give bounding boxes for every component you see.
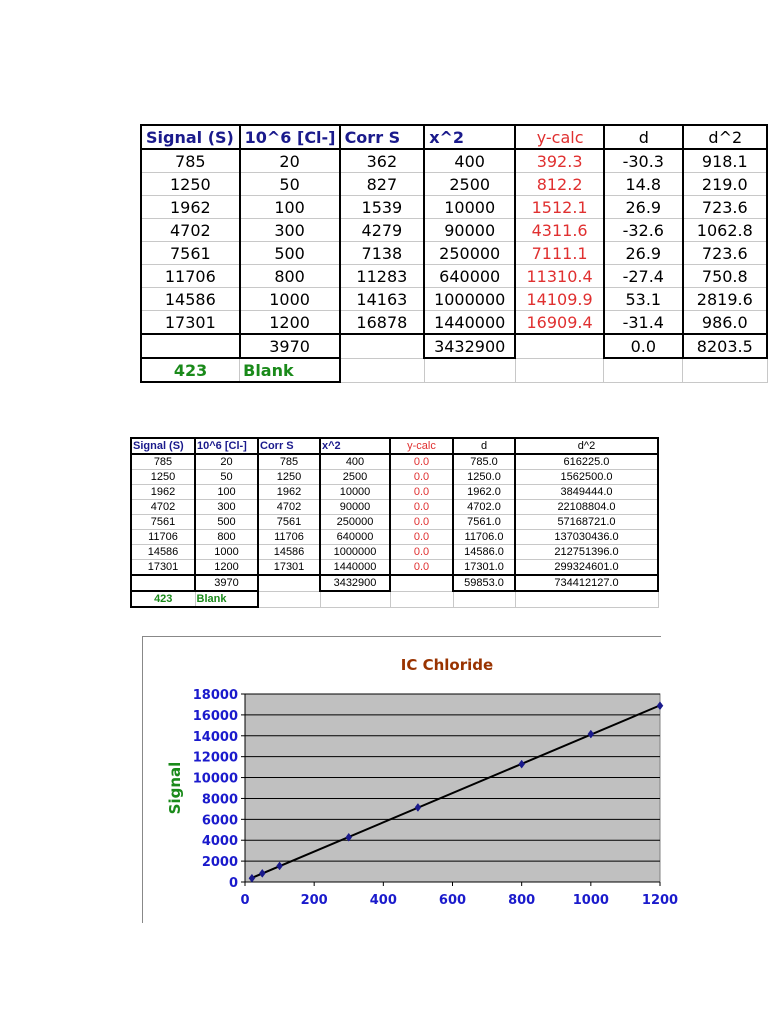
table-cell: 1250 (141, 173, 240, 196)
y-tick-label: 14000 (192, 729, 238, 745)
table-cell: 0.0 (390, 485, 453, 500)
table-cell: 1062.8 (683, 219, 767, 242)
table-cell: 16909.4 (515, 311, 604, 335)
y-tick-label: 16000 (192, 708, 238, 724)
empty-cell (390, 591, 453, 607)
table-cell: 1962 (141, 196, 240, 219)
table-cell: 918.1 (683, 149, 767, 173)
header-cell: d (604, 125, 683, 149)
table-cell: 640000 (424, 265, 515, 288)
table-cell: 7561 (258, 515, 320, 530)
blank-value: 423 (131, 591, 195, 607)
blank-label: Blank (195, 591, 258, 607)
table-cell: 10000 (424, 196, 515, 219)
total-cell: 0.0 (604, 334, 683, 358)
empty-cell (683, 358, 767, 382)
table-row (131, 560, 658, 576)
empty-cell (515, 591, 658, 607)
x-tick-label: 1200 (641, 893, 679, 908)
table-cell: 640000 (320, 530, 390, 545)
y-tick-label: 8000 (201, 792, 238, 808)
table-cell: 10000 (320, 485, 390, 500)
header-cell: Signal (S) (141, 125, 240, 149)
x-tick-label: 800 (508, 893, 536, 908)
table-cell: 100 (240, 196, 340, 219)
table-cell: -30.3 (604, 149, 683, 173)
table-cell: 1539 (340, 196, 425, 219)
calibration-table-corrected (140, 124, 768, 386)
x-tick-label: 600 (438, 893, 467, 908)
table-cell: 800 (240, 265, 340, 288)
table-cell: 11310.4 (515, 265, 604, 288)
table-row (141, 242, 767, 265)
table-cell: 392.3 (515, 149, 604, 173)
header-cell: y-calc (390, 438, 453, 454)
table-cell: 50 (195, 470, 258, 485)
table-cell: 26.9 (604, 242, 683, 265)
header-cell: 10^6 [Cl-] (195, 438, 258, 454)
table-cell: 500 (240, 242, 340, 265)
empty-cell (424, 358, 515, 382)
table-cell: 7111.1 (515, 242, 604, 265)
table-cell: 1962 (131, 485, 195, 500)
table-cell: 1962.0 (453, 485, 515, 500)
empty-cell (453, 591, 515, 607)
blank-row (141, 358, 767, 382)
blank-value: 423 (141, 358, 240, 382)
table-cell: 0.0 (390, 515, 453, 530)
table-cell: 7138 (340, 242, 425, 265)
table-cell: 0.0 (390, 500, 453, 515)
table-cell: 723.6 (683, 242, 767, 265)
table-cell: 11706.0 (453, 530, 515, 545)
table-cell: 1440000 (424, 311, 515, 335)
table-cell: 4311.6 (515, 219, 604, 242)
table-cell: 362 (340, 149, 425, 173)
table-cell: 14586 (258, 545, 320, 560)
header-cell: y-calc (515, 125, 604, 149)
empty-cell (515, 358, 604, 382)
table-row (141, 149, 767, 173)
table-cell: 14586.0 (453, 545, 515, 560)
table-cell: 2500 (320, 470, 390, 485)
table-cell: 1200 (240, 311, 340, 335)
table-cell: 11706 (141, 265, 240, 288)
table-cell: 7561 (131, 515, 195, 530)
table-cell: 14586 (141, 288, 240, 311)
table-cell: 14163 (340, 288, 425, 311)
total-cell: 734412127.0 (515, 575, 658, 591)
table-cell: 0.0 (390, 470, 453, 485)
x-tick-label: 0 (240, 893, 250, 908)
table-cell: 17301.0 (453, 560, 515, 576)
table-row (131, 454, 658, 470)
y-tick-label: 4000 (201, 834, 238, 850)
table-cell: -32.6 (604, 219, 683, 242)
table-cell: 0.0 (390, 545, 453, 560)
table-cell: 750.8 (683, 265, 767, 288)
empty-cell (340, 358, 425, 382)
totals-row (131, 575, 658, 591)
header-cell: d^2 (515, 438, 658, 454)
x-tick-label: 1000 (572, 893, 609, 908)
table-cell: 1512.1 (515, 196, 604, 219)
table-cell: -27.4 (604, 265, 683, 288)
table-cell: 7561.0 (453, 515, 515, 530)
table-cell: 812.2 (515, 173, 604, 196)
table-cell: 1962 (258, 485, 320, 500)
table-cell: 219.0 (683, 173, 767, 196)
table-cell: 20 (195, 454, 258, 470)
table-row (131, 470, 658, 485)
table-cell: 11706 (258, 530, 320, 545)
table-cell: 300 (195, 500, 258, 515)
total-cell: 3970 (240, 334, 340, 358)
table-cell: 2500 (424, 173, 515, 196)
blank-row (131, 591, 658, 607)
header-cell: 10^6 [Cl-] (240, 125, 340, 149)
total-cell: 3432900 (424, 334, 515, 358)
table-cell: 4702.0 (453, 500, 515, 515)
table-cell: 57168721.0 (515, 515, 658, 530)
table-cell: 0.0 (390, 530, 453, 545)
table-cell: 300 (240, 219, 340, 242)
table-cell: 723.6 (683, 196, 767, 219)
total-cell: 3432900 (320, 575, 390, 591)
header-cell: d^2 (683, 125, 767, 149)
table-cell: 17301 (258, 560, 320, 576)
table-cell: 785 (258, 454, 320, 470)
table-cell: 800 (195, 530, 258, 545)
table-cell: 11706 (131, 530, 195, 545)
table-cell: 0.0 (390, 560, 453, 576)
total-cell: 8203.5 (683, 334, 767, 358)
table-cell: 4702 (141, 219, 240, 242)
ic-chloride-chart (143, 637, 679, 923)
table-cell: 4702 (131, 500, 195, 515)
table-cell: 1250 (131, 470, 195, 485)
calibration-table (140, 124, 768, 383)
table-cell: 11283 (340, 265, 425, 288)
total-cell: 3970 (195, 575, 258, 591)
empty-cell (258, 591, 320, 607)
table-row (141, 173, 767, 196)
table-cell: 137030436.0 (515, 530, 658, 545)
table-row (141, 196, 767, 219)
total-cell: 59853.0 (453, 575, 515, 591)
table-cell: 0.0 (390, 454, 453, 470)
table-cell: 827 (340, 173, 425, 196)
chart-title: IC Chloride (400, 656, 494, 674)
table-cell: 212751396.0 (515, 545, 658, 560)
table-cell: 1000000 (424, 288, 515, 311)
empty-cell (604, 358, 683, 382)
y-tick-label: 10000 (192, 771, 238, 787)
table-cell: 785 (131, 454, 195, 470)
table-row (131, 485, 658, 500)
table-cell: 1250 (258, 470, 320, 485)
table-row (141, 311, 767, 335)
total-cell (258, 575, 320, 591)
table-row (141, 288, 767, 311)
y-tick-label: 2000 (201, 855, 238, 871)
table-row (131, 545, 658, 560)
table-cell: 3849444.0 (515, 485, 658, 500)
table-cell: 7561 (141, 242, 240, 265)
table-cell: 1200 (195, 560, 258, 576)
table-cell: 986.0 (683, 311, 767, 335)
table-cell: 2819.6 (683, 288, 767, 311)
table-cell: 299324601.0 (515, 560, 658, 576)
table-cell: 14109.9 (515, 288, 604, 311)
header-cell: d (453, 438, 515, 454)
table-cell: 500 (195, 515, 258, 530)
table-cell: 400 (424, 149, 515, 173)
table-cell: 17301 (141, 311, 240, 335)
y-axis-label: Signal (166, 761, 184, 815)
table-row (131, 515, 658, 530)
table-cell: 1250.0 (453, 470, 515, 485)
total-cell (515, 334, 604, 358)
x-tick-label: 200 (300, 893, 328, 908)
x-tick-label: 400 (369, 893, 397, 908)
total-cell (390, 575, 453, 591)
total-cell (131, 575, 195, 591)
calibration-table-uncorrected (130, 437, 660, 625)
table-cell: 4702 (258, 500, 320, 515)
table-cell: 90000 (424, 219, 515, 242)
totals-row (141, 334, 767, 358)
table-cell: 785.0 (453, 454, 515, 470)
total-cell (340, 334, 425, 358)
table-cell: 14586 (131, 545, 195, 560)
table-row (131, 500, 658, 515)
table-cell: 1000 (240, 288, 340, 311)
empty-cell (320, 591, 390, 607)
table-cell: 53.1 (604, 288, 683, 311)
table-cell: 17301 (131, 560, 195, 576)
table-cell: 250000 (320, 515, 390, 530)
y-tick-label: 0 (228, 876, 238, 891)
table-cell: 26.9 (604, 196, 683, 219)
table-cell: 1440000 (320, 560, 390, 576)
table-cell: 616225.0 (515, 454, 658, 470)
table-row (141, 219, 767, 242)
calibration-table-small (130, 437, 659, 608)
table-cell: 4279 (340, 219, 425, 242)
table-cell: 20 (240, 149, 340, 173)
table-cell: 1562500.0 (515, 470, 658, 485)
table-cell: 16878 (340, 311, 425, 335)
total-cell (141, 334, 240, 358)
header-cell: x^2 (424, 125, 515, 149)
table-cell: 1000000 (320, 545, 390, 560)
header-cell: Signal (S) (131, 438, 195, 454)
table-cell: 22108804.0 (515, 500, 658, 515)
table-row (141, 265, 767, 288)
table-row (131, 530, 658, 545)
table-cell: 100 (195, 485, 258, 500)
table-cell: 14.8 (604, 173, 683, 196)
y-tick-label: 6000 (201, 813, 238, 829)
table-cell: 90000 (320, 500, 390, 515)
header-cell: Corr S (258, 438, 320, 454)
table-cell: 785 (141, 149, 240, 173)
header-cell: x^2 (320, 438, 390, 454)
y-tick-label: 18000 (192, 688, 238, 703)
table-cell: -31.4 (604, 311, 683, 335)
y-tick-label: 12000 (192, 750, 238, 766)
chart-container (142, 636, 679, 923)
table-cell: 250000 (424, 242, 515, 265)
header-cell: Corr S (340, 125, 425, 149)
table-cell: 50 (240, 173, 340, 196)
blank-label: Blank (240, 358, 340, 382)
table-cell: 1000 (195, 545, 258, 560)
table-cell: 400 (320, 454, 390, 470)
